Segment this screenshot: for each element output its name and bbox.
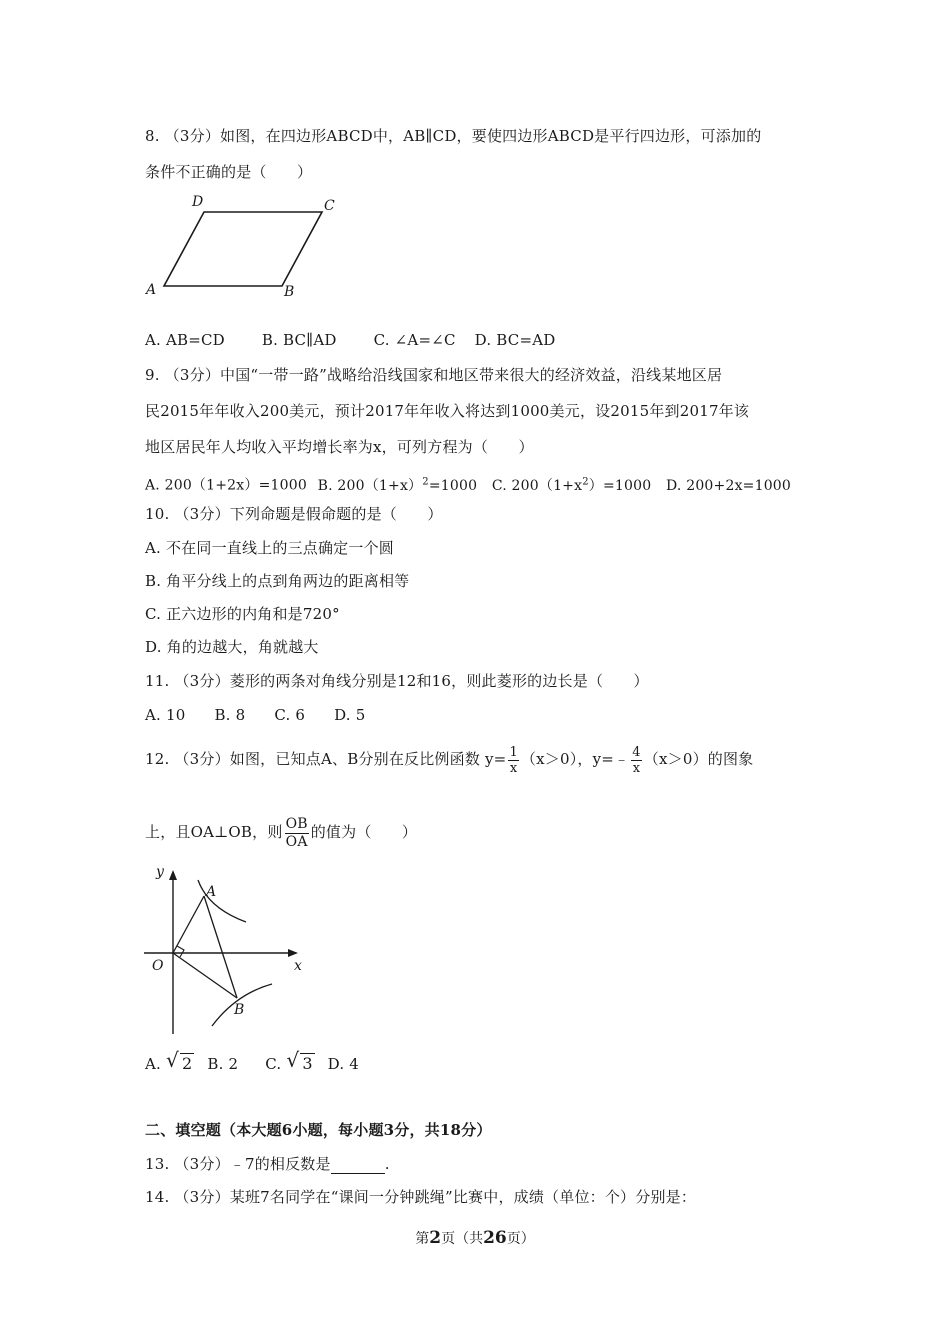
q12-option-b: B. 2	[207, 1055, 239, 1073]
q12-options	[145, 1048, 360, 1076]
point-label-a: A	[206, 884, 217, 900]
q13-stem: 13. （3分）﹣7的相反数是 .	[145, 1155, 390, 1173]
vertex-label-c: C	[324, 198, 335, 214]
q11-option-a: A. 10	[145, 706, 186, 724]
q10-option-c: C. 正六边形的内角和是720°	[145, 605, 340, 623]
q8-stem-line2: 条件不正确的是（ ）	[145, 163, 313, 181]
q9-option-b: B. $200(1+x)^2=1000$	[317, 476, 478, 494]
q9-options	[145, 472, 791, 496]
axis-label-x: x	[294, 958, 302, 974]
q12-stem-line1: 12. （3分）如图，已知点A、B分别在反比例函数 y= $\frac{1}{x}$ （x＞0），y=﹣ $\frac{4}{x}$ （x＞0）的图象	[145, 744, 754, 776]
q12-coordinate-figure	[140, 860, 320, 1040]
segment-ab	[204, 896, 237, 998]
q12-option-a: A. √ 2	[145, 1055, 202, 1073]
vertex-label-a: A	[146, 282, 157, 298]
x-axis-arrow	[288, 949, 298, 957]
q8-option-a: A. AB=CD	[145, 331, 225, 349]
q12-option-d: D. 4	[327, 1055, 360, 1073]
sqrt-3: √ 3	[286, 1048, 313, 1073]
segment-oa	[173, 896, 204, 953]
sqrt-2: √ 2	[165, 1048, 193, 1073]
y-axis-arrow	[169, 870, 177, 880]
q8-option-c: C. ∠A=∠C	[373, 331, 456, 349]
q8-stem-line1: 8. （3分）如图，在四边形ABCD中，AB∥CD，要使四边形ABCD是平行四边形，可添加的	[145, 127, 762, 145]
total-page-count: 26	[483, 1228, 507, 1248]
q9-option-a: A. 200（1+2x）=1000	[145, 477, 307, 494]
section-heading-fill-in: 二、填空题（本大题6小题，每小题3分，共18分）	[145, 1121, 492, 1139]
vertex-label-d: D	[192, 194, 204, 210]
origin-label: O	[152, 958, 164, 974]
fraction-ob-over-oa: $\frac{OB}{OA}$	[285, 815, 308, 850]
parallelogram-shape	[164, 212, 322, 286]
q9-stem-line1: 9. （3分）中国“一带一路”战略给沿线国家和地区带来很大的经济效益，沿线某地区居	[145, 366, 723, 384]
point-label-b: B	[234, 1002, 245, 1018]
q10-option-b: B. 角平分线上的点到角两边的距离相等	[145, 572, 410, 590]
q14-stem: 14. （3分）某班7名同学在“课间一分钟跳绳”比赛中，成绩（单位：个）分别是：	[145, 1188, 697, 1206]
q9-option-c: C. $200(1+x^2)=1000$	[491, 476, 652, 494]
q11-option-c: C. 6	[274, 706, 306, 724]
q10-option-d: D. 角的边越大，角就越大	[145, 638, 319, 656]
current-page-number: 2	[429, 1228, 442, 1248]
q9-stem-line2: 民2015年年收入200美元，预计2017年年收入将达到1000美元，设2015年到2017年该	[145, 402, 750, 420]
answer-blank	[331, 1159, 385, 1174]
fraction-4-over-x: $\frac{4}{x}$	[632, 744, 641, 776]
q11-stem: 11. （3分）菱形的两条对角线分别是12和16，则此菱形的边长是（ ）	[145, 672, 649, 690]
right-angle-mark	[177, 946, 184, 957]
q9-option-d: D. 200+2x=1000	[665, 477, 792, 494]
q12-stem-line2: 上，且OA⊥OB，则 $\frac{OB}{OA}$ 的值为（ ）	[145, 815, 418, 850]
q11-option-d: D. 5	[334, 706, 366, 724]
q9-stem-line3: 地区居民年人均收入平均增长率为x，可列方程为（ ）	[145, 438, 534, 456]
fraction-1-over-x: $\frac{1}{x}$	[509, 744, 518, 776]
axis-label-y: y	[156, 864, 164, 880]
vertex-label-b: B	[284, 284, 295, 300]
q8-option-b: B. BC∥AD	[261, 331, 337, 349]
q8-option-d: D. BC=AD	[474, 331, 556, 349]
segment-ob	[173, 953, 237, 998]
q10-stem: 10. （3分）下列命题是假命题的是（ ）	[145, 505, 443, 523]
page-footer: 第2页（共26页）	[415, 1228, 535, 1248]
q8-parallelogram-figure	[140, 190, 350, 305]
q10-option-a: A. 不在同一直线上的三点确定一个圆	[145, 539, 394, 557]
q12-option-c: C. √ 3	[265, 1055, 322, 1073]
q11-options	[145, 705, 397, 725]
q8-options	[145, 330, 587, 350]
q11-option-b: B. 8	[214, 706, 246, 724]
